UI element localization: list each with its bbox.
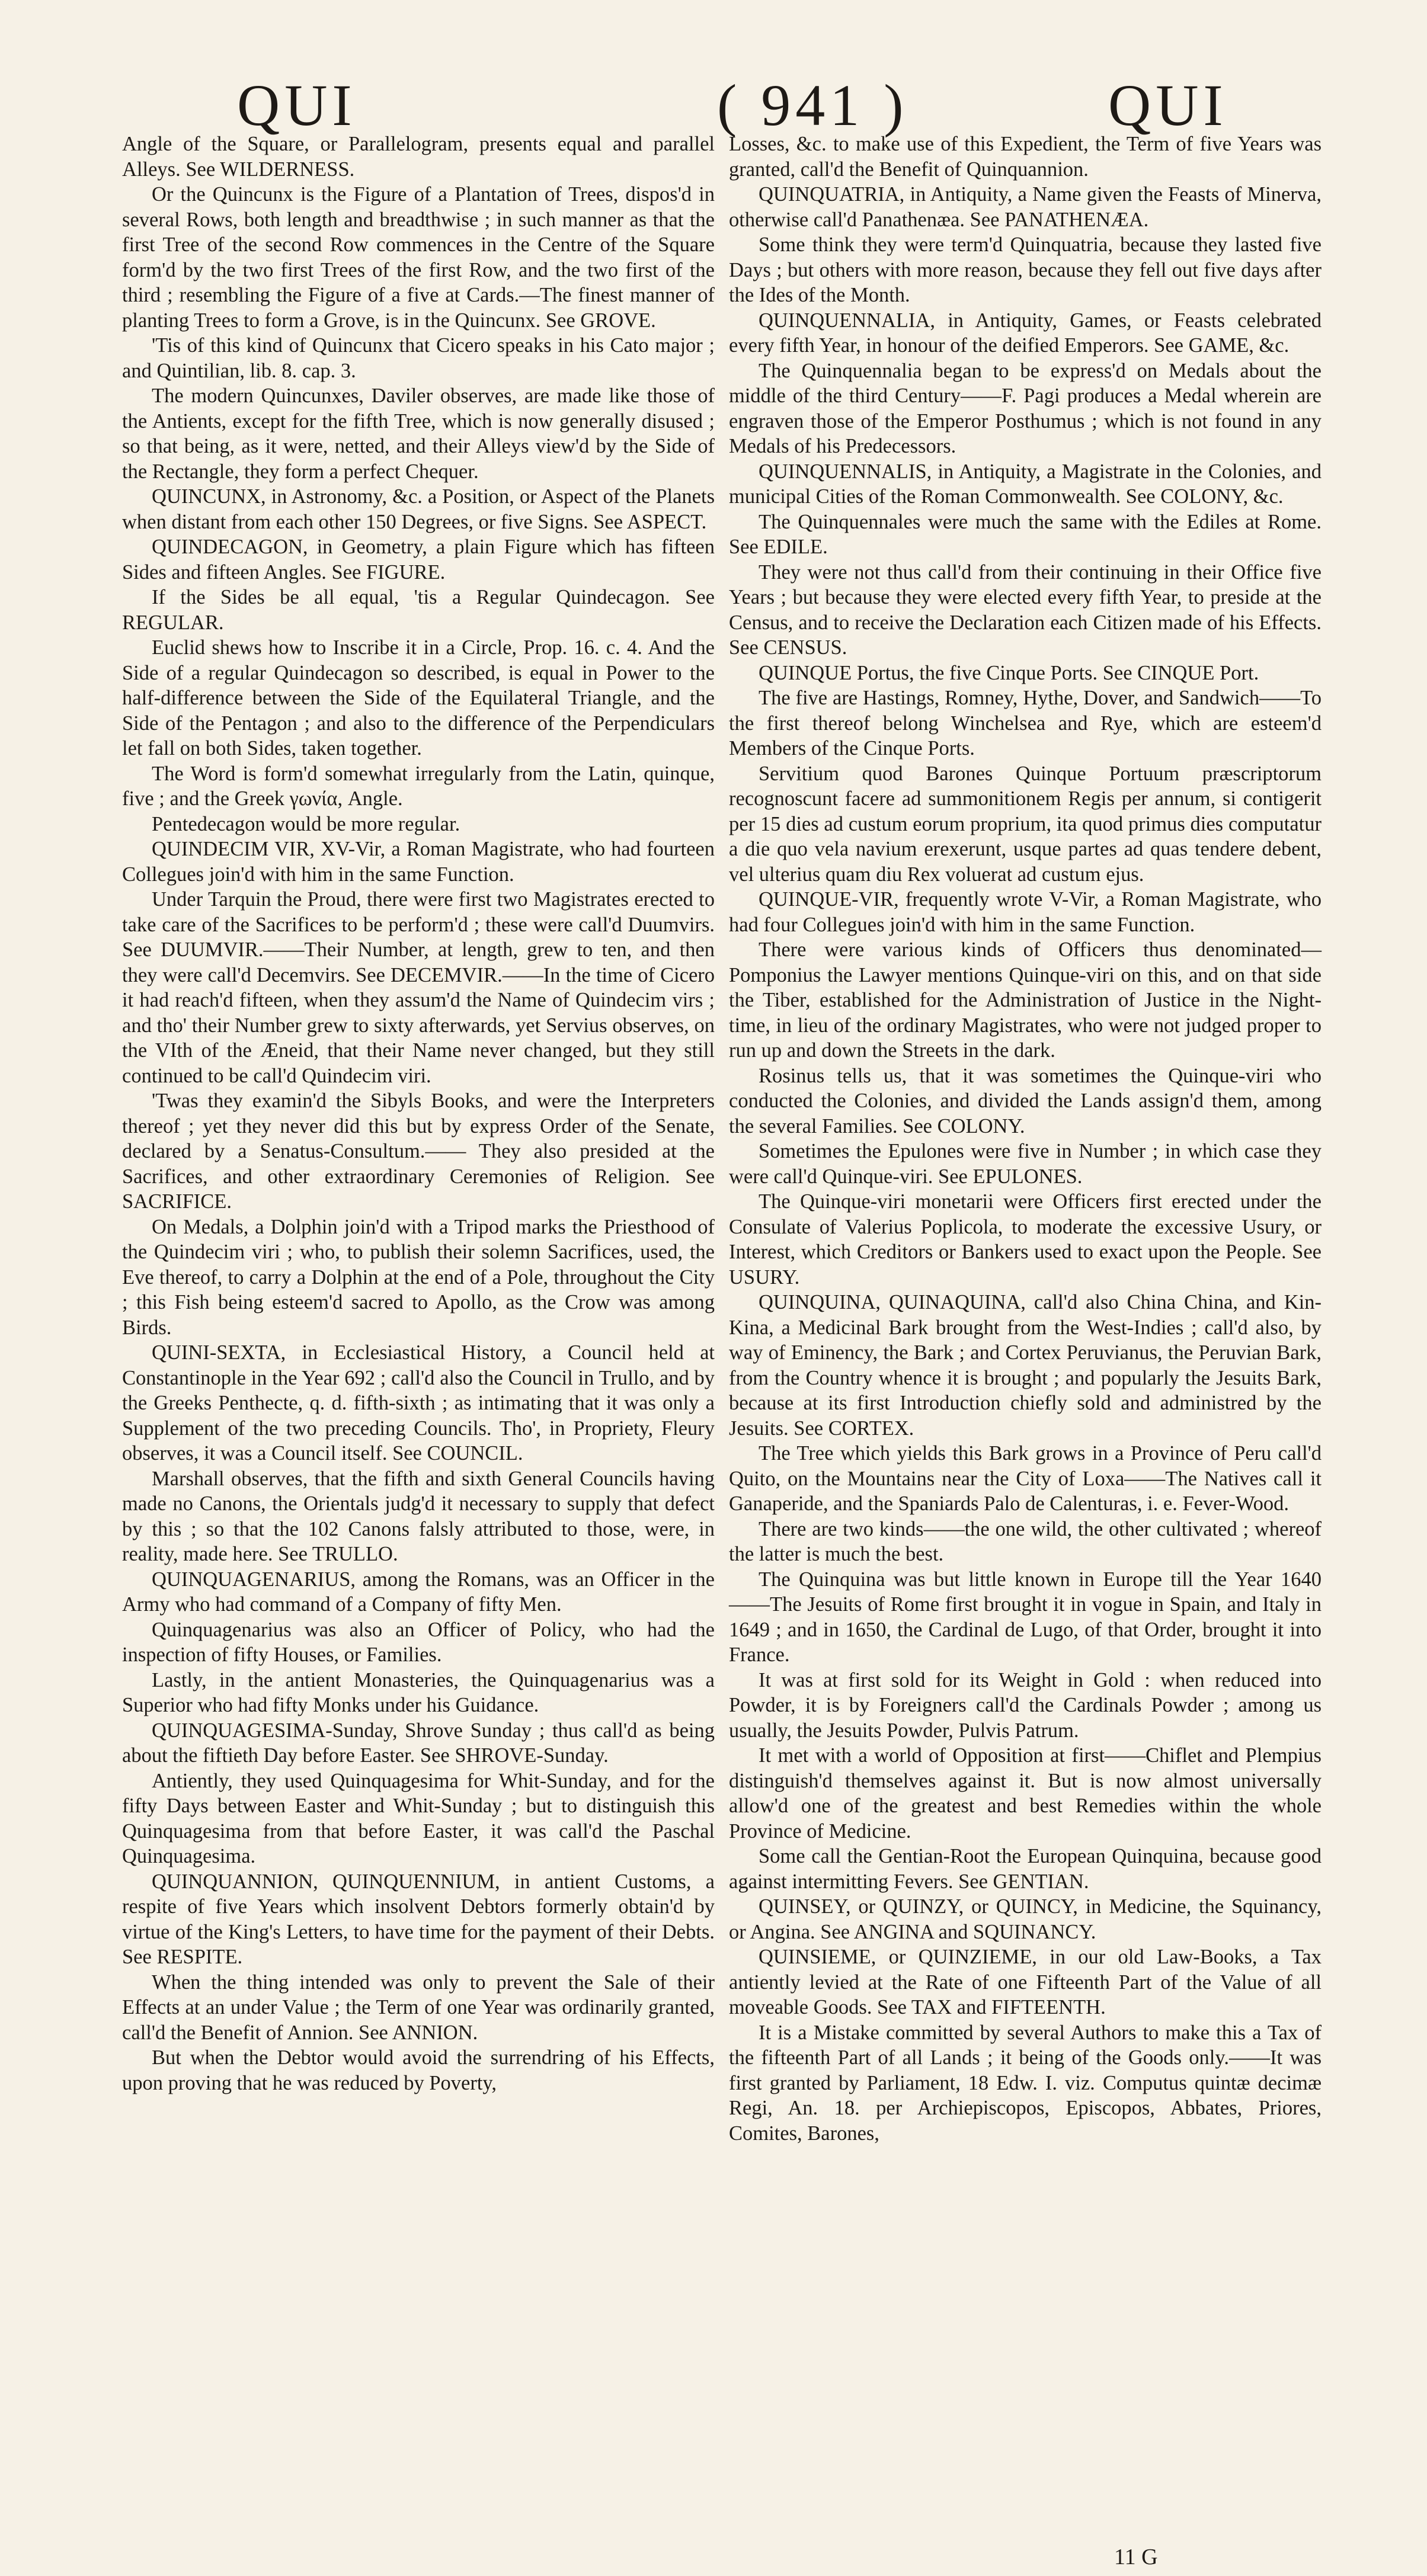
running-head-right: QUI [1108, 72, 1228, 138]
paragraph: Or the Quincunx is the Figure of a Plantation of Trees, dispos'd in several Rows, both length and breadthwise ; in such manner as that the first Tree of the second Row commences in the Centre of the Square form'd by the two first Trees of the first Row, and the two first of the third ; resembling the Figure of a five at Cards.—The finest manner of planting Trees to form a Grove, is in the Quincunx. See GROVE. [122, 183, 715, 332]
paragraph: QUINCUNX, in Astronomy, &c. a Position, or Aspect of the Planets when distant from each other 150 Degrees, or five Signs. See ASPECT. [122, 485, 715, 533]
paragraph: The Quinquina was but little known in Europe till the Year 1640——The Jesuits of Rome first brought it in vogue in Spain, and Italy in 1649 ; and in 1650, the Cardinal de Lugo, of that Order, brought it into France. [729, 1568, 1322, 1666]
paragraph: Marshall observes, that the fifth and sixth General Councils having made no Canons, the Orientals judg'd it necessary to supply that defect by this ; so that the 102 Canons falsly attributed to those, were, in reality, made here. See TRULLO. [122, 1467, 715, 1565]
paragraph: Antiently, they used Quinquagesima for Whit-Sunday, and for the fifty Days between Easter and Whit-Sunday ; but to distinguish this Quinquagesima from that before Easter, it was call'd the Paschal Quinquagesima. [122, 1769, 715, 1867]
paragraph: Lastly, in the antient Monasteries, the Quinquagenarius was a Superior who had fifty Monks under his Guidance. [122, 1668, 715, 1716]
paragraph: They were not thus call'd from their continuing in their Office five Years ; but because they were elected every fifth Year, to preside at the Census, and to receive the Declaration each Citizen made of his Effects. See CENSUS. [729, 560, 1322, 659]
paragraph: It is a Mistake committed by several Authors to make this a Tax of the fifteenth Part of all Lands ; it being of the Goods only.——It was first granted by Parliament, 18 Edw. I. viz. Computus quintæ decimæ Regi, An. 18. per Archiepiscopos, Episcopos, Abbates, Priores, Comites, Barones, [729, 2021, 1322, 2145]
paragraph: Angle of the Square, or Parallelogram, presents equal and parallel Alleys. See WILDERNESS. [122, 133, 715, 181]
dictionary-entry: QUINQUINA, QUINAQUINA, call'd also China China, and Kin-Kina, a Medicinal Bark brought from the West-Indies ; call'd also, by way of Eminency, the Bark ; and Cortex Peruvianus, the Peruvian Bark, from the Country whence it is brought ; and popularly the Jesuits Bark, because at its first Introduction chiefly sold and administred by the Jesuits. See CORTEX. [729, 1291, 1322, 1440]
paragraph: If the Sides be all equal, 'tis a Regular Quindecagon. See REGULAR. [122, 586, 715, 634]
paragraph: But when the Debtor would avoid the surrendring of his Effects, upon proving that he was reduced by Poverty, [122, 2046, 715, 2094]
paragraph: Servitium quod Barones Quinque Portuum præscriptorum recognoscunt facere ad summonitionem Regis per annum, si contigerit per 15 dies ad custum eorum proprium, ita quod primus dies computatur a die quo vela navium erexerunt, usque partes ad quas tendere debent, vel ulterius quam diu Rex voluerat ad custum ejus. [729, 762, 1322, 886]
paragraph: It met with a world of Opposition at first——Chiflet and Plempius distinguish'd themselves against it. But is now almost universally allow'd one of the greatest and best Remedies within the whole Province of Medicine. [729, 1744, 1322, 1843]
dictionary-entry: QUINSIEME, or QUINZIEME, in our old Law-Books, a Tax antiently levied at the Rate of one Fifteenth Part of the Value of all moveable Goods. See TAX and FIFTEENTH. [729, 1946, 1322, 2018]
paragraph: 'Tis of this kind of Quincunx that Cicero speaks in his Cato major ; and Quintilian, lib. 8. cap. 3. [122, 334, 715, 382]
paragraph: Euclid shews how to Inscribe it in a Circle, Prop. 16. c. 4. And the Side of a regular Quindecagon so described, is equal in Power to the half-difference between the Side of the Equilateral Triangle, and the Side of the Pentagon ; and also to the difference of the Perpendiculars let fall on both Sides, taken together. [122, 636, 715, 760]
dictionary-entry: QUINQUAGESIMA-Sunday, Shrove Sunday ; thus call'd as being about the fiftieth Day before Easter. See SHROVE-Sunday. [122, 1719, 715, 1767]
signature-mark: 11 G [1114, 2545, 1158, 2569]
dictionary-entry: QUINSEY, or QUINZY, or QUINCY, in Medicine, the Squinancy, or Angina. See ANGINA and SQUINANCY. [729, 1895, 1322, 1943]
dictionary-entry: QUINQUAGENARIUS, among the Romans, was an Officer in the Army who had command of a Company of fifty Men. [122, 1568, 715, 1616]
paragraph: Rosinus tells us, that it was sometimes the Quinque-viri who conducted the Colonies, and divided the Lands assign'd them, among the several Families. See COLONY. [729, 1064, 1322, 1138]
dictionary-entry: QUINI-SEXTA, in Ecclesiastical History, a Council held at Constantinople in the Year 692 ; call'd also the Council in Trullo, and by the Greeks Penthecte, q. d. fifth-sixth ; as intimating that it was only a Supplement of the two preceding Councils. Tho', in Propriety, Fleury observes, it was a Council itself. See COUNCIL. [122, 1341, 715, 1465]
paragraph: The modern Quincunxes, Daviler observes, are made like those of the Antients, except for the fifth Tree, which is now generally disused ; so that being, as it were, netted, and their Alleys view'd by the Side of the Rectangle, they form a perfect Chequer. [122, 385, 715, 483]
paragraph: It was at first sold for its Weight in Gold : when reduced into Powder, it is by Foreigners call'd the Cardinals Powder ; among us usually, the Jesuits Powder, Pulvis Patrum. [729, 1668, 1322, 1742]
dictionary-entry: QUINQUE Portus, the five Cinque Ports. See CINQUE Port. [759, 661, 1259, 684]
paragraph: 'Twas they examin'd the Sibyls Books, and were the Interpreters thereof ; yet they never did this but by express Order of the Senate, declared by a Senatus-Consultum.—— They also presided at the Sacrifices, and other extraordinary Ceremonies of Religion. See SACRIFICE. [122, 1090, 715, 1213]
paragraph: When the thing intended was only to prevent the Sale of their Effects at an under Value ; the Term of one Year was ordinarily granted, call'd the Benefit of Annion. See ANNION. [122, 1971, 715, 2044]
paragraph: The Quinquennales were much the same with the Ediles at Rome. See EDILE. [729, 510, 1322, 558]
dictionary-entry: QUINDECIM VIR, XV-Vir, a Roman Magistrate, who had fourteen Collegues join'd with him in the same Function. [122, 838, 715, 886]
paragraph: There were various kinds of Officers thus denominated— Pomponius the Lawyer mentions Quinque-viri on this, and on that side the Tiber, established for the Administration of Justice in the Night-time, in lieu of the ordinary Magistrates, who were not judged proper to run up and down the Streets in the dark. [729, 938, 1322, 1062]
dictionary-entry: QUINQUE-VIR, frequently wrote V-Vir, a Roman Magistrate, who had four Collegues join'd with him in the same Function. [729, 888, 1322, 936]
left-column [122, 132, 715, 2096]
dictionary-entry: QUINQUATRIA, in Antiquity, a Name given the Feasts of Minerva, otherwise call'd Panathenæa. See PANATHENÆA. [729, 183, 1322, 231]
paragraph: Losses, &c. to make use of this Expedient, the Term of five Years was granted, call'd the Benefit of Quinquannion. [729, 133, 1322, 181]
dictionary-entry: QUINQUENNALIS, in Antiquity, a Magistrate in the Colonies, and municipal Cities of the Roman Commonwealth. See COLONY, &c. [729, 460, 1322, 508]
paragraph: Under Tarquin the Proud, there were first two Magistrates erected to take care of the Sacrifices to be perform'd ; these were call'd Duumvirs. See DUUMVIR.——Their Number, at length, grew to ten, and then they were call'd Decemvirs. See DECEMVIR.——In the time of Cicero it had reach'd fifteen, when they assum'd the Name of Quindecim virs ; and tho' their Number grew to sixty afterwards, yet Servius observes, on the VIth of the Æneid, that their Name never changed, but they still continued to be call'd Quindecim viri. [122, 888, 715, 1087]
paragraph: Some think they were term'd Quinquatria, because they lasted five Days ; but others with more reason, because they fell out five days after the Ides of the Month. [729, 233, 1322, 306]
paragraph: The Word is form'd somewhat irregularly from the Latin, quinque, five ; and the Greek γωνία, Angle. [122, 762, 715, 810]
dictionary-entry: QUINQUANNION, QUINQUENNIUM, in antient Customs, a respite of five Years which insolvent Debtors formerly obtain'd by virtue of the King's Letters, to have time for the payment of their Debts. See RESPITE. [122, 1870, 715, 1968]
page-number: ( 941 ) [717, 72, 908, 138]
paragraph: The five are Hastings, Romney, Hythe, Dover, and Sandwich——To the first thereof belong Winchelsea and Rye, which are esteem'd Members of the Cinque Ports. [729, 687, 1322, 760]
running-head-left: QUI [237, 72, 357, 138]
paragraph: The Tree which yields this Bark grows in a Province of Peru call'd Quito, on the Mountains near the City of Loxa——The Natives call it Ganaperide, and the Spaniards Palo de Calenturas, i. e. Fever-Wood. [729, 1442, 1322, 1515]
paragraph: The Quinque-viri monetarii were Officers first erected under the Consulate of Valerius Poplicola, to moderate the excessive Usury, or Interest, which Creditors or Bankers used to exact upon the People. See USURY. [729, 1190, 1322, 1289]
dictionary-entry: QUINDECAGON, in Geometry, a plain Figure which has fifteen Sides and fifteen Angles. See FIGURE. [122, 536, 715, 584]
paragraph: On Medals, a Dolphin join'd with a Tripod marks the Priesthood of the Quindecim viri ; who, to publish their solemn Sacrifices, used, the Eve thereof, to carry a Dolphin at the end of a Pole, throughout the City ; this Fish being esteem'd sacred to Apollo, as the Crow was among Birds. [122, 1215, 715, 1339]
paragraph: Sometimes the Epulones were five in Number ; in which case they were call'd Quinque-viri. See EPULONES. [729, 1140, 1322, 1188]
right-column [729, 132, 1322, 2146]
paragraph: Some call the Gentian-Root the European Quinquina, because good against intermitting Fevers. See GENTIAN. [729, 1845, 1322, 1893]
paragraph: The Quinquennalia began to be express'd on Medals about the middle of the third Century——F. Pagi produces a Medal wherein are engraven those of the Emperor Posthumus ; which is not found in any Medals of his Predecessors. [729, 359, 1322, 457]
paragraph: Quinquagenarius was also an Officer of Policy, who had the inspection of fifty Houses, or Families. [122, 1618, 715, 1666]
paragraph: Pentedecagon would be more regular. [152, 812, 460, 835]
dictionary-entry: QUINQUENNALIA, in Antiquity, Games, or Feasts celebrated every fifth Year, in honour of the deified Emperors. See GAME, &c. [729, 309, 1322, 357]
paragraph: There are two kinds——the one wild, the other cultivated ; whereof the latter is much the best. [729, 1517, 1322, 1565]
running-head [113, 70, 1356, 141]
